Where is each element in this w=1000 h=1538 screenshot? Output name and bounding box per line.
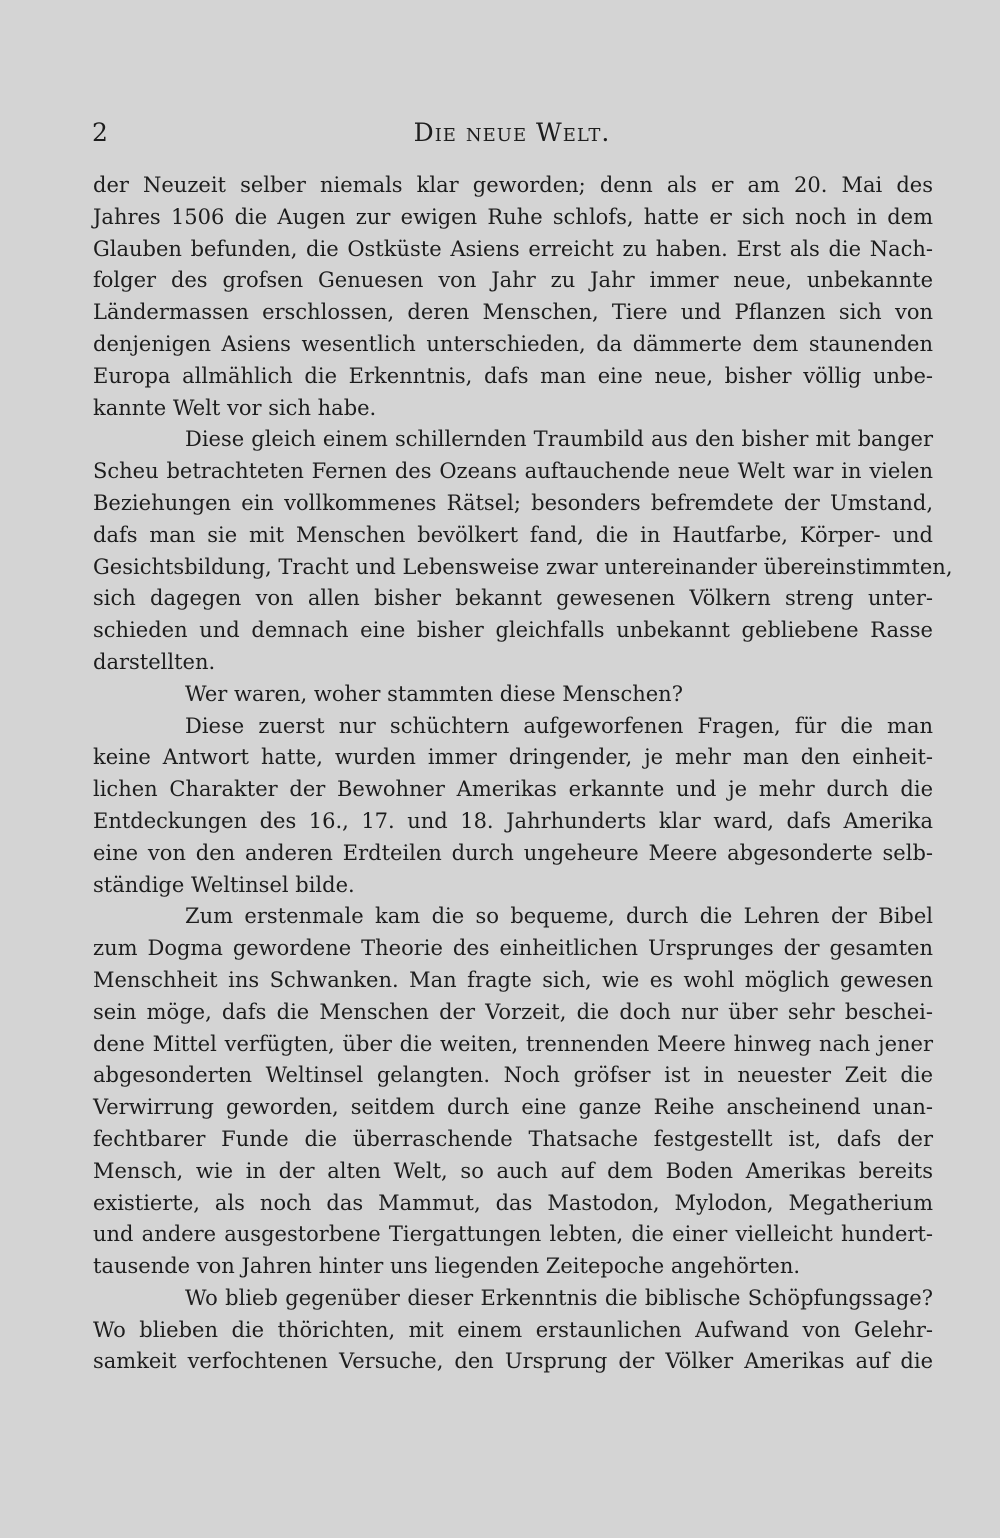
page-header (92, 118, 932, 158)
running-title: Die neue Welt. (413, 118, 611, 147)
text-line: abgesonderten Weltinsel gelangten. Noch gröfser ist in neuester Zeit die (93, 1063, 933, 1088)
text-line: sein möge, dafs die Menschen der Vorzeit, die doch nur über sehr beschei- (93, 999, 933, 1024)
text-line: Zum erstenmale kam die so bequeme, durch die Lehren der Bibel (185, 904, 933, 929)
text-line: Wo blieben die thörichten, mit einem erstaunlichen Aufwand von Gelehr- (93, 1317, 933, 1342)
body-text (93, 170, 953, 1378)
text-line: samkeit verfochtenen Versuche, den Ursprung der Völker Amerikas auf die (93, 1349, 933, 1374)
text-line: Verwirrung geworden, seitdem durch eine ganze Reihe anscheinend unan- (93, 1095, 933, 1120)
text-line: lichen Charakter der Bewohner Amerikas erkannte und je mehr durch die (93, 777, 933, 802)
text-line: Diese gleich einem schillernden Traumbild aus den bisher mit banger (185, 427, 933, 452)
text-line: Ländermassen erschlossen, deren Menschen, Tiere und Pflanzen sich von (93, 300, 933, 325)
text-line: fechtbarer Funde die überraschende Thatsache festgestellt ist, dafs der (93, 1126, 933, 1151)
text-line: Entdeckungen des 16., 17. und 18. Jahrhunderts klar ward, dafs Amerika (93, 808, 933, 833)
text-line: Europa allmählich die Erkenntnis, dafs man eine neue, bisher völlig unbe- (93, 363, 933, 388)
text-line: kannte Welt vor sich habe. (93, 395, 377, 420)
text-line: schieden und demnach eine bisher gleichfalls unbekannt gebliebene Rasse (93, 618, 933, 643)
text-line: und andere ausgestorbene Tiergattungen lebten, die einer vielleicht hundert- (93, 1222, 933, 1247)
page-number: 2 (92, 118, 108, 147)
text-line: darstellten. (93, 649, 216, 674)
text-line: dafs man sie mit Menschen bevölkert fand, die in Hautfarbe, Körper- und (93, 522, 933, 547)
text-line: Scheu betrachteten Fernen des Ozeans auftauchende neue Welt war in vielen (93, 459, 933, 484)
text-line: dene Mittel verfügten, über die weiten, trennenden Meere hinweg nach jener (93, 1031, 933, 1056)
text-line: der Neuzeit selber niemals klar geworden; denn als er am 20. Mai des (93, 173, 933, 197)
text-line: Wer waren, woher stammten diese Menschen? (185, 681, 683, 706)
text-line: Beziehungen ein vollkommenes Rätsel; besonders befremdete der Umstand, (93, 490, 933, 515)
text-line: folger des grofsen Genuesen von Jahr zu Jahr immer neue, unbekannte (93, 268, 933, 293)
text-line: denjenigen Asiens wesentlich unterschieden, da dämmerte dem staunenden (93, 331, 933, 356)
text-line: Gesichtsbildung, Tracht und Lebensweise zwar untereinander übereinstimmten, (93, 554, 953, 579)
text-line: existierte, als noch das Mammut, das Mastodon, Mylodon, Megatherium (93, 1190, 933, 1215)
text-line: Glauben befunden, die Ostküste Asiens erreicht zu haben. Erst als die Nach- (93, 236, 933, 261)
text-line: Wo blieb gegenüber dieser Erkenntnis die biblische Schöpfungssage? (185, 1285, 933, 1310)
text-line: Jahres 1506 die Augen zur ewigen Ruhe schlofs, hatte er sich noch in dem (93, 204, 933, 229)
text-line: ständige Weltinsel bilde. (93, 872, 355, 897)
text-line: Menschheit ins Schwanken. Man fragte sich, wie es wohl möglich gewesen (93, 967, 933, 992)
text-line: zum Dogma gewordene Theorie des einheitlichen Ursprunges der gesamten (93, 936, 933, 961)
text-line: eine von den anderen Erdteilen durch ungeheure Meere abgesonderte selb- (93, 840, 933, 865)
text-line: keine Antwort hatte, wurden immer dringender, je mehr man den einheit- (93, 745, 933, 770)
text-line: tausende von Jahren hinter uns liegenden Zeitepoche angehörten. (93, 1254, 801, 1279)
text-line: sich dagegen von allen bisher bekannt gewesenen Völkern streng unter- (93, 586, 933, 611)
text-line: Diese zuerst nur schüchtern aufgeworfenen Fragen, für die man (185, 713, 933, 738)
text-line: Mensch, wie in der alten Welt, so auch auf dem Boden Amerikas bereits (93, 1158, 933, 1183)
